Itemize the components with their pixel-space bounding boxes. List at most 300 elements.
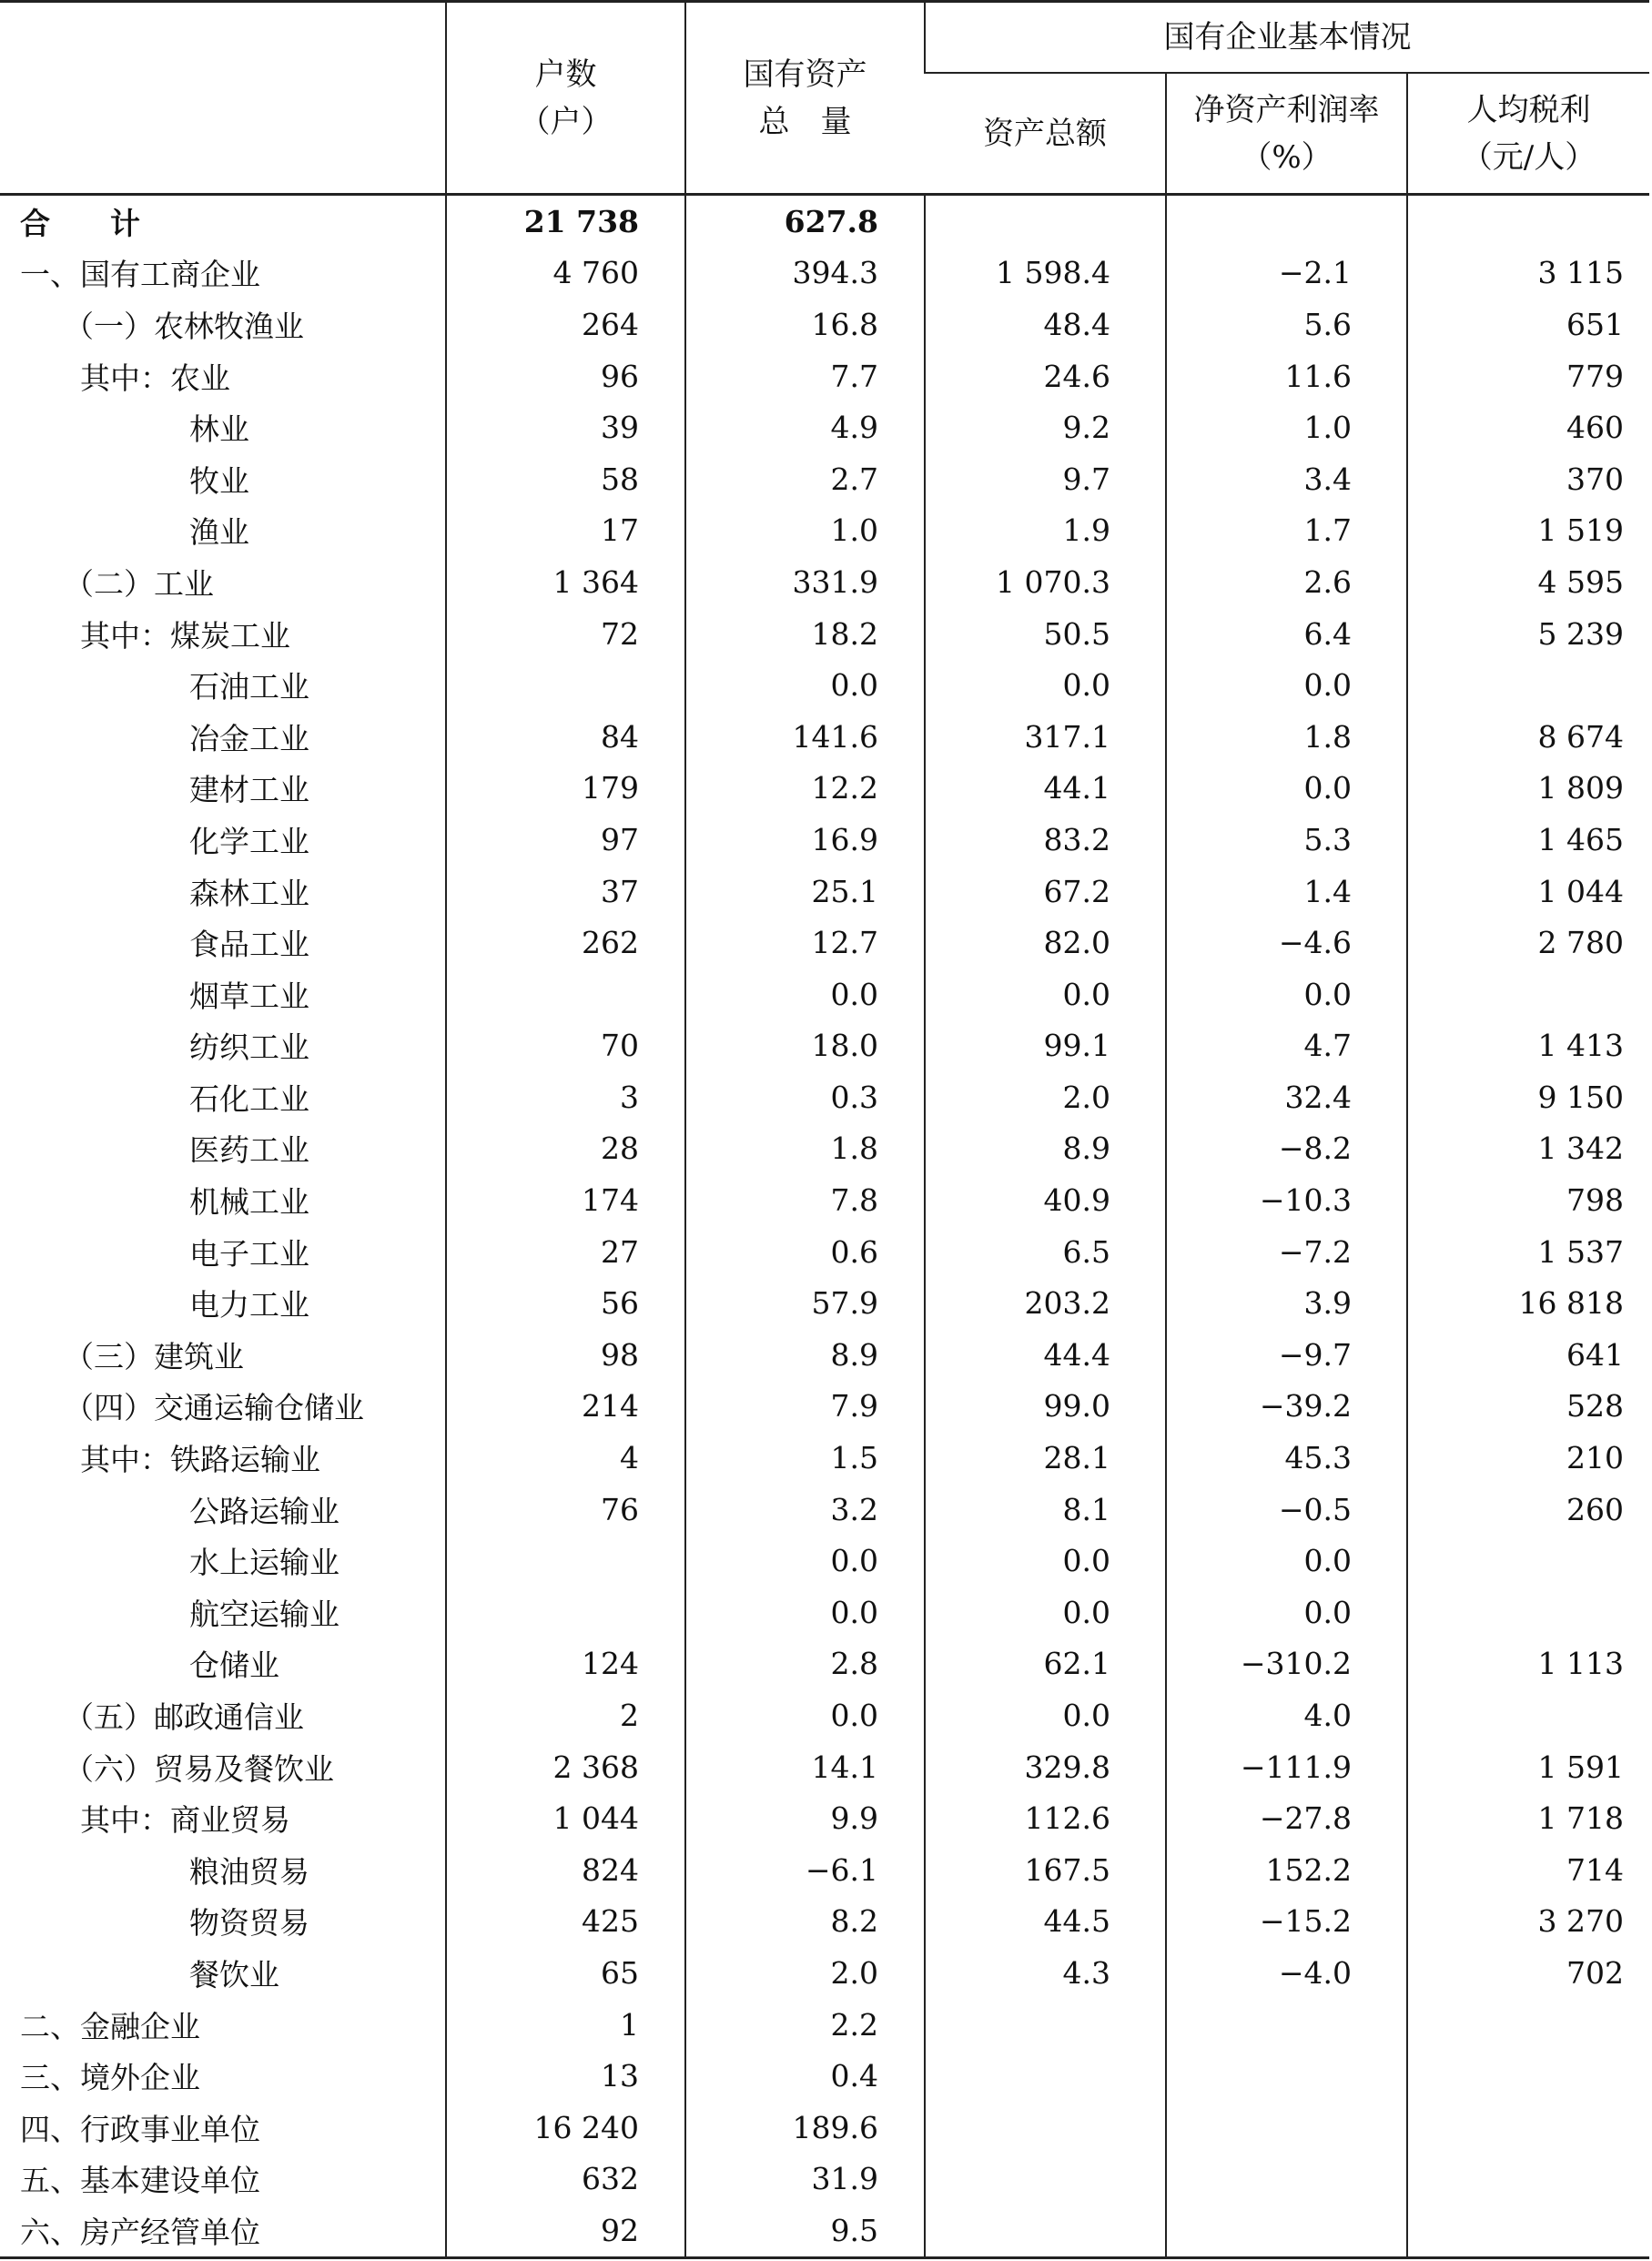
- households-cell: 214: [446, 1381, 685, 1433]
- profit-rate-cell: 1.4: [1166, 866, 1407, 918]
- table-row: [0, 917, 1649, 968]
- profit-rate-cell: 0.0: [1166, 659, 1407, 711]
- row-label-cell: [0, 1947, 446, 1999]
- tax-profit-cell: 1 113: [1407, 1638, 1649, 1690]
- row-label-cell: [0, 1381, 446, 1433]
- row-label-cell: [0, 556, 446, 608]
- households-cell: 1 364: [446, 556, 685, 608]
- table-row: [0, 195, 1649, 248]
- profit-rate-cell: 45.3: [1166, 1432, 1407, 1484]
- row-label: 电子工业: [189, 1235, 309, 1272]
- households-cell: 37: [446, 866, 685, 918]
- table-row: [0, 763, 1649, 815]
- row-label-cell: [0, 1123, 446, 1175]
- state-assets-cell: 2.7: [685, 453, 925, 505]
- total-assets-cell: 0.0: [925, 659, 1166, 711]
- tax-profit-cell: [1407, 1689, 1649, 1741]
- row-label-cell: [0, 1741, 446, 1793]
- table-row: [0, 2102, 1649, 2154]
- table-row: [0, 608, 1649, 660]
- profit-rate-cell: −9.7: [1166, 1329, 1407, 1381]
- tax-profit-cell: 651: [1407, 299, 1649, 350]
- table-row: [0, 1947, 1649, 1999]
- tax-profit-cell: 1 537: [1407, 1226, 1649, 1278]
- tax-profit-cell: 2 780: [1407, 917, 1649, 968]
- households-cell: 97: [446, 814, 685, 866]
- tax-profit-cell: 16 818: [1407, 1277, 1649, 1329]
- table-row: [0, 1174, 1649, 1226]
- row-label: 冶金工业: [189, 720, 309, 756]
- table-row: [0, 505, 1649, 557]
- profit-rate-cell: 6.4: [1166, 608, 1407, 660]
- state-assets-cell: −6.1: [685, 1844, 925, 1896]
- households-cell: 174: [446, 1174, 685, 1226]
- tax-profit-cell: 641: [1407, 1329, 1649, 1381]
- profit-rate-cell: [1166, 195, 1407, 248]
- table-row: [0, 1689, 1649, 1741]
- tax-profit-cell: 1 044: [1407, 866, 1649, 918]
- profit-rate-cell: −15.2: [1166, 1896, 1407, 1948]
- row-label: 林业: [189, 411, 249, 448]
- row-label-cell: [0, 1638, 446, 1690]
- tax-profit-cell: 9 150: [1407, 1071, 1649, 1123]
- total-assets-cell: 44.5: [925, 1896, 1166, 1948]
- tax-profit-cell: 702: [1407, 1947, 1649, 1999]
- state-assets-cell: 25.1: [685, 866, 925, 918]
- households-cell: 13: [446, 2050, 685, 2102]
- state-assets-cell: 0.0: [685, 1535, 925, 1587]
- profit-rate-cell: −27.8: [1166, 1792, 1407, 1844]
- row-label-cell: [0, 1432, 446, 1484]
- households-cell: 425: [446, 1896, 685, 1948]
- tax-profit-cell: 798: [1407, 1174, 1649, 1226]
- row-label-cell: [0, 248, 446, 299]
- households-cell: 39: [446, 401, 685, 453]
- tax-profit-cell: 460: [1407, 401, 1649, 453]
- row-label: 公路运输业: [189, 1493, 340, 1529]
- row-label-cell: [0, 195, 446, 248]
- households-cell: 2 368: [446, 1741, 685, 1793]
- row-label: 五、基本建设单位: [20, 2163, 260, 2199]
- total-assets-cell: [925, 2154, 1166, 2205]
- total-assets-cell: [925, 2050, 1166, 2102]
- profit-rate-cell: [1166, 1999, 1407, 2051]
- tax-profit-cell: [1407, 2154, 1649, 2205]
- state-assets-cell: 7.8: [685, 1174, 925, 1226]
- row-label-cell: [0, 1226, 446, 1278]
- profit-rate-cell: −111.9: [1166, 1741, 1407, 1793]
- row-label-cell: [0, 814, 446, 866]
- row-label: 二、金融企业: [20, 2008, 200, 2044]
- tax-profit-cell: 3 115: [1407, 248, 1649, 299]
- table-row: [0, 556, 1649, 608]
- households-cell: 264: [446, 299, 685, 350]
- total-assets-cell: 62.1: [925, 1638, 1166, 1690]
- row-label-cell: [0, 2154, 446, 2205]
- tax-profit-cell: 370: [1407, 453, 1649, 505]
- households-cell: [446, 1587, 685, 1638]
- profit-rate-cell: 152.2: [1166, 1844, 1407, 1896]
- state-assets-cell: 12.7: [685, 917, 925, 968]
- state-assets-cell: 0.0: [685, 1587, 925, 1638]
- profit-rate-cell: 1.0: [1166, 401, 1407, 453]
- row-label: 森林工业: [189, 875, 309, 911]
- row-label: 三、境外企业: [20, 2060, 200, 2096]
- state-assets-cell: 9.9: [685, 1792, 925, 1844]
- tax-profit-cell: 3 270: [1407, 1896, 1649, 1948]
- tax-profit-cell: 260: [1407, 1484, 1649, 1536]
- state-assets-cell: 1.8: [685, 1123, 925, 1175]
- total-assets-cell: 167.5: [925, 1844, 1166, 1896]
- profit-rate-cell: 5.3: [1166, 814, 1407, 866]
- tax-profit-cell: [1407, 1587, 1649, 1638]
- profit-rate-cell: −2.1: [1166, 248, 1407, 299]
- state-assets-cell: 331.9: [685, 556, 925, 608]
- total-assets-cell: 8.9: [925, 1123, 1166, 1175]
- households-cell: [446, 968, 685, 1020]
- total-assets-cell: 9.7: [925, 453, 1166, 505]
- tax-profit-cell: 1 413: [1407, 1020, 1649, 1072]
- tax-profit-cell: [1407, 659, 1649, 711]
- tax-profit-cell: 1 342: [1407, 1123, 1649, 1175]
- profit-rate-cell: −310.2: [1166, 1638, 1407, 1690]
- table-row: [0, 1741, 1649, 1793]
- row-label: 食品工业: [189, 927, 309, 963]
- total-assets-header: 资产总额: [925, 73, 1166, 195]
- state-assets-cell: 8.2: [685, 1896, 925, 1948]
- table-row: [0, 1123, 1649, 1175]
- row-label: 纺织工业: [189, 1029, 309, 1066]
- table-row: [0, 1329, 1649, 1381]
- row-label: （一）农林牧渔业: [64, 308, 304, 344]
- total-assets-cell: 99.0: [925, 1381, 1166, 1433]
- profit-rate-cell: −4.6: [1166, 917, 1407, 968]
- households-cell: 16 240: [446, 2102, 685, 2154]
- state-assets-cell: 0.4: [685, 2050, 925, 2102]
- row-label: 牧业: [189, 462, 249, 499]
- table-row: [0, 659, 1649, 711]
- row-label: （六）贸易及餐饮业: [64, 1750, 334, 1787]
- households-cell: 84: [446, 711, 685, 763]
- row-label: 粮油贸易: [189, 1853, 309, 1890]
- row-label: 电力工业: [189, 1287, 309, 1323]
- table-row: [0, 1484, 1649, 1536]
- households-cell: [446, 659, 685, 711]
- row-label-cell: [0, 1535, 446, 1587]
- state-assets-cell: 2.8: [685, 1638, 925, 1690]
- row-label: 石化工业: [189, 1080, 309, 1117]
- total-assets-cell: 0.0: [925, 968, 1166, 1020]
- total-assets-cell: 67.2: [925, 866, 1166, 918]
- households-cell: 92: [446, 2205, 685, 2257]
- table-row: [0, 814, 1649, 866]
- row-label: 石油工业: [189, 669, 309, 705]
- row-label: 渔业: [189, 514, 249, 551]
- state-assets-cell: 2.0: [685, 1947, 925, 1999]
- row-label: 物资贸易: [189, 1905, 309, 1942]
- row-label: 六、房产经管单位: [20, 2214, 260, 2250]
- table-row: [0, 350, 1649, 402]
- total-assets-cell: [925, 195, 1166, 248]
- total-assets-cell: 8.1: [925, 1484, 1166, 1536]
- row-label: 四、行政事业单位: [20, 2111, 260, 2147]
- table-row: [0, 2154, 1649, 2205]
- households-cell: 96: [446, 350, 685, 402]
- table-row: [0, 1535, 1649, 1587]
- households-cell: 28: [446, 1123, 685, 1175]
- row-label-cell: [0, 1999, 446, 2051]
- total-assets-cell: 44.4: [925, 1329, 1166, 1381]
- total-assets-cell: 317.1: [925, 711, 1166, 763]
- tax-profit-cell: [1407, 2102, 1649, 2154]
- households-cell: 17: [446, 505, 685, 557]
- households-cell: 4: [446, 1432, 685, 1484]
- tax-profit-cell: 1 591: [1407, 1741, 1649, 1793]
- row-label-cell: [0, 608, 446, 660]
- row-label: （五）邮政通信业: [64, 1699, 304, 1736]
- table-row: [0, 711, 1649, 763]
- row-label-cell: [0, 453, 446, 505]
- profit-rate-cell: 32.4: [1166, 1071, 1407, 1123]
- households-cell: 824: [446, 1844, 685, 1896]
- state-assets-cell: 141.6: [685, 711, 925, 763]
- table-row: [0, 1844, 1649, 1896]
- row-label-cell: [0, 2050, 446, 2102]
- profit-rate-cell: 2.6: [1166, 556, 1407, 608]
- total-assets-cell: 82.0: [925, 917, 1166, 968]
- table-row: [0, 2050, 1649, 2102]
- row-label: 仓储业: [189, 1648, 279, 1684]
- profit-rate-cell: 3.9: [1166, 1277, 1407, 1329]
- households-cell: 4 760: [446, 248, 685, 299]
- row-label-cell: [0, 659, 446, 711]
- profit-rate-cell: [1166, 2205, 1407, 2257]
- row-label: 机械工业: [189, 1184, 309, 1221]
- table-row: [0, 401, 1649, 453]
- table-row: [0, 1896, 1649, 1948]
- profit-rate-cell: 0.0: [1166, 1535, 1407, 1587]
- state-assets-cell: 1.5: [685, 1432, 925, 1484]
- row-label-cell: [0, 350, 446, 402]
- state-assets-cell: 0.0: [685, 659, 925, 711]
- tax-profit-cell: 714: [1407, 1844, 1649, 1896]
- table-row: [0, 248, 1649, 299]
- table-header: [0, 2, 1649, 195]
- state-assets-cell: 0.0: [685, 1689, 925, 1741]
- profit-rate-cell: 0.0: [1166, 968, 1407, 1020]
- row-label-cell: [0, 1174, 446, 1226]
- state-assets-cell: 7.9: [685, 1381, 925, 1433]
- row-label-cell: [0, 763, 446, 815]
- total-assets-cell: 112.6: [925, 1792, 1166, 1844]
- households-cell: 65: [446, 1947, 685, 1999]
- row-label: 其中：商业贸易: [80, 1802, 290, 1839]
- row-label-cell: [0, 866, 446, 918]
- total-assets-cell: 0.0: [925, 1689, 1166, 1741]
- total-assets-cell: 1 070.3: [925, 556, 1166, 608]
- row-label-cell: [0, 505, 446, 557]
- households-header: 户数 （户）: [446, 2, 685, 195]
- profit-rate-cell: −0.5: [1166, 1484, 1407, 1536]
- row-label: 其中：农业: [80, 360, 230, 396]
- households-cell: 1 044: [446, 1792, 685, 1844]
- total-assets-cell: 48.4: [925, 299, 1166, 350]
- row-label: 建材工业: [189, 772, 309, 808]
- tax-profit-cell: [1407, 195, 1649, 248]
- row-label-cell: [0, 1844, 446, 1896]
- row-label: 其中：煤炭工业: [80, 617, 290, 654]
- total-assets-cell: [925, 2102, 1166, 2154]
- total-assets-cell: 203.2: [925, 1277, 1166, 1329]
- table-row: [0, 1999, 1649, 2051]
- row-label-cell: [0, 1329, 446, 1381]
- row-label-cell: [0, 968, 446, 1020]
- households-cell: 632: [446, 2154, 685, 2205]
- row-label-cell: [0, 401, 446, 453]
- households-cell: 98: [446, 1329, 685, 1381]
- tax-profit-cell: 779: [1407, 350, 1649, 402]
- state-assets-cell: 18.2: [685, 608, 925, 660]
- table-row: [0, 1587, 1649, 1638]
- total-assets-cell: 0.0: [925, 1535, 1166, 1587]
- state-assets-cell: 0.6: [685, 1226, 925, 1278]
- state-assets-cell: 16.9: [685, 814, 925, 866]
- profit-rate-cell: [1166, 2154, 1407, 2205]
- total-assets-cell: [925, 1999, 1166, 2051]
- state-assets-cell: 14.1: [685, 1741, 925, 1793]
- row-label: 一、国有工商企业: [20, 257, 260, 293]
- row-label-cell: [0, 1587, 446, 1638]
- households-cell: 3: [446, 1071, 685, 1123]
- state-assets-cell: 0.3: [685, 1071, 925, 1123]
- total-assets-cell: 6.5: [925, 1226, 1166, 1278]
- state-assets-cell: 189.6: [685, 2102, 925, 2154]
- households-cell: 2: [446, 1689, 685, 1741]
- profit-rate-cell: [1166, 2050, 1407, 2102]
- row-label-cell: [0, 299, 446, 350]
- profit-rate-cell: 4.0: [1166, 1689, 1407, 1741]
- profit-rate-cell: 4.7: [1166, 1020, 1407, 1072]
- state-assets-cell: 8.9: [685, 1329, 925, 1381]
- row-label: （二）工业: [64, 565, 214, 602]
- tax-profit-cell: 1 465: [1407, 814, 1649, 866]
- profit-rate-cell: 0.0: [1166, 763, 1407, 815]
- row-label-cell: [0, 1896, 446, 1948]
- row-label-cell: [0, 1792, 446, 1844]
- tax-profit-cell: 1 809: [1407, 763, 1649, 815]
- profit-rate-cell: 1.7: [1166, 505, 1407, 557]
- row-label-cell: [0, 1020, 446, 1072]
- table-row: [0, 1071, 1649, 1123]
- row-label-cell: [0, 2102, 446, 2154]
- row-label-cell: [0, 917, 446, 968]
- households-cell: 27: [446, 1226, 685, 1278]
- state-assets-cell: 394.3: [685, 248, 925, 299]
- households-cell: 1: [446, 1999, 685, 2051]
- state-assets-cell: 627.8: [685, 195, 925, 248]
- profit-rate-header: 净资产利润率 （%）: [1166, 73, 1407, 195]
- row-label-cell: [0, 1071, 446, 1123]
- table-row: [0, 1381, 1649, 1433]
- tax-profit-cell: [1407, 1535, 1649, 1587]
- total-assets-cell: 2.0: [925, 1071, 1166, 1123]
- tax-profit-cell: 1 718: [1407, 1792, 1649, 1844]
- row-label-cell: [0, 1277, 446, 1329]
- total-assets-cell: 50.5: [925, 608, 1166, 660]
- table-row: [0, 866, 1649, 918]
- households-cell: 58: [446, 453, 685, 505]
- tax-profit-cell: 5 239: [1407, 608, 1649, 660]
- tax-profit-cell: [1407, 2205, 1649, 2257]
- total-assets-cell: 4.3: [925, 1947, 1166, 1999]
- state-assets-cell: 0.0: [685, 968, 925, 1020]
- profit-rate-cell: −7.2: [1166, 1226, 1407, 1278]
- row-label: 餐饮业: [189, 1956, 279, 1992]
- tax-profit-cell: [1407, 968, 1649, 1020]
- tax-profit-cell: 528: [1407, 1381, 1649, 1433]
- row-label-cell: [0, 2205, 446, 2257]
- profit-rate-cell: 3.4: [1166, 453, 1407, 505]
- row-label: 水上运输业: [189, 1545, 340, 1581]
- households-cell: 76: [446, 1484, 685, 1536]
- total-assets-cell: 0.0: [925, 1587, 1166, 1638]
- state-assets-header: 国有资产 总 量: [685, 2, 925, 195]
- row-label: 合 计: [20, 205, 140, 241]
- tax-profit-cell: [1407, 2050, 1649, 2102]
- state-assets-cell: 3.2: [685, 1484, 925, 1536]
- profit-rate-cell: −10.3: [1166, 1174, 1407, 1226]
- table-row: [0, 299, 1649, 350]
- state-assets-cell: 2.2: [685, 1999, 925, 2051]
- profit-rate-cell: −8.2: [1166, 1123, 1407, 1175]
- state-assets-cell: 16.8: [685, 299, 925, 350]
- table-row: [0, 453, 1649, 505]
- row-label: （三）建筑业: [64, 1338, 244, 1374]
- row-label: （四）交通运输仓储业: [64, 1390, 364, 1426]
- state-assets-cell: 12.2: [685, 763, 925, 815]
- table-row: [0, 1792, 1649, 1844]
- households-cell: 124: [446, 1638, 685, 1690]
- table-row: [0, 1277, 1649, 1329]
- total-assets-cell: 1.9: [925, 505, 1166, 557]
- total-assets-cell: 24.6: [925, 350, 1166, 402]
- table-body: [0, 195, 1649, 2258]
- households-cell: [446, 1535, 685, 1587]
- state-assets-cell: 18.0: [685, 1020, 925, 1072]
- table-row: [0, 968, 1649, 1020]
- state-assets-cell: 9.5: [685, 2205, 925, 2257]
- row-label: 航空运输业: [189, 1596, 340, 1632]
- total-assets-cell: 28.1: [925, 1432, 1166, 1484]
- table-row: [0, 1020, 1649, 1072]
- row-label: 其中：铁路运输业: [80, 1442, 320, 1478]
- row-label-cell: [0, 1484, 446, 1536]
- table-row: [0, 2205, 1649, 2257]
- tax-profit-cell: [1407, 1999, 1649, 2051]
- profit-rate-cell: −39.2: [1166, 1381, 1407, 1433]
- tax-profit-cell: 4 595: [1407, 556, 1649, 608]
- total-assets-cell: 99.1: [925, 1020, 1166, 1072]
- total-assets-cell: 40.9: [925, 1174, 1166, 1226]
- total-assets-cell: 329.8: [925, 1741, 1166, 1793]
- row-label: 烟草工业: [189, 978, 309, 1014]
- table-row: [0, 1226, 1649, 1278]
- state-assets-cell: 1.0: [685, 505, 925, 557]
- profit-rate-cell: −4.0: [1166, 1947, 1407, 1999]
- state-assets-cell: 4.9: [685, 401, 925, 453]
- state-assets-cell: 31.9: [685, 2154, 925, 2205]
- row-label: 医药工业: [189, 1132, 309, 1169]
